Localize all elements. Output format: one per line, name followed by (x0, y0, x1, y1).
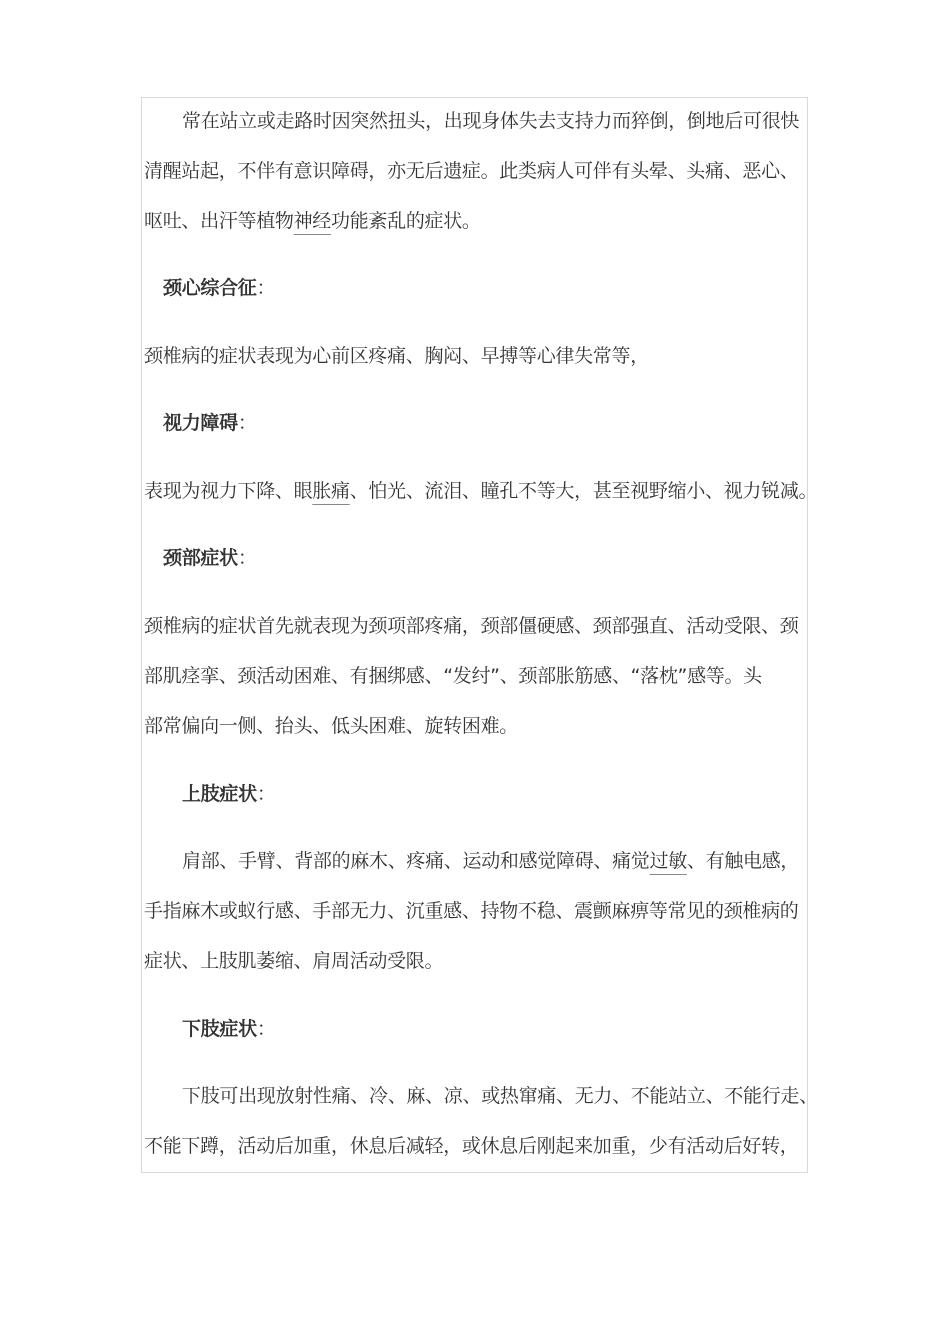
paragraph-line (182, 849, 799, 873)
heading-text: 颈心综合征 (163, 277, 257, 299)
heading-text: 下肢症状 (182, 1018, 257, 1040)
section-heading (182, 1017, 276, 1041)
heading-colon: ： (237, 547, 257, 569)
section-heading (163, 276, 275, 300)
underlined-term: 神经 (293, 210, 332, 232)
paragraph-line: 手指麻木或蚁行感、手部无力、沉重感、持物不稳、震颤麻痹等常见的颈椎病的 (144, 900, 799, 922)
paragraph-line: 颈椎病的症状表现为心前区疼痛、胸闷、早搏等心律失常等， (144, 345, 649, 367)
text: 、有触电感， (686, 850, 800, 872)
heading-colon: ： (256, 277, 276, 299)
paragraph-line: 下肢可出现放射性痛、冷、麻、凉、或热窜痛、无力、不能站立、不能行走、 (182, 1085, 818, 1107)
section-heading (163, 411, 257, 435)
paragraph-line: 不能下蹲，活动后加重，休息后减轻，或休息后刚起来加重，少有活动后好转， (144, 1135, 799, 1157)
heading-text: 上肢症状 (182, 783, 257, 805)
section-heading (163, 546, 257, 570)
text: 表现为视力下降、眼 (144, 480, 313, 502)
heading-colon: ： (237, 412, 257, 434)
paragraph-line: 清醒站起，不伴有意识障碍，亦无后遗症。此类病人可伴有头晕、头痛、恶心、 (144, 160, 799, 182)
paragraph-line: 部肌痉挛、颈活动困难、有捆绑感、“发纣”、颈部胀筋感、“落枕”感等。头 (144, 665, 762, 687)
paragraph-line: 症状、上肢肌萎缩、肩周活动受限。 (144, 950, 444, 972)
heading-text: 视力障碍 (163, 412, 238, 434)
text: 功能紊乱的症状。 (331, 210, 481, 232)
paragraph-line: 常在站立或走路时因突然扭头，出现身体失去支持力而猝倒，倒地后可很快 (182, 110, 800, 132)
text: 、怕光、流泪、瞳孔不等大，甚至视野缩小、视力锐减。 (349, 480, 818, 502)
paragraph-line (144, 479, 817, 503)
paragraph-line: 部常偏向一侧、抬头、低头困难、旋转困难。 (144, 715, 519, 737)
underlined-term: 过敏 (649, 850, 687, 872)
section-heading (182, 782, 276, 806)
paragraph-line: 颈椎病的症状首先就表现为颈项部疼痛，颈部僵硬感、颈部强直、活动受限、颈 (144, 615, 799, 637)
text: 肩部、手臂、背部的麻木、疼痛、运动和感觉障碍、痛觉 (182, 850, 650, 872)
heading-text: 颈部症状 (163, 547, 238, 569)
paragraph-line (144, 209, 481, 233)
underlined-term: 胀痛 (312, 480, 350, 502)
text: 呕吐、出汗等植物 (144, 210, 294, 232)
heading-colon: ： (256, 1018, 276, 1040)
heading-colon: ： (256, 783, 276, 805)
